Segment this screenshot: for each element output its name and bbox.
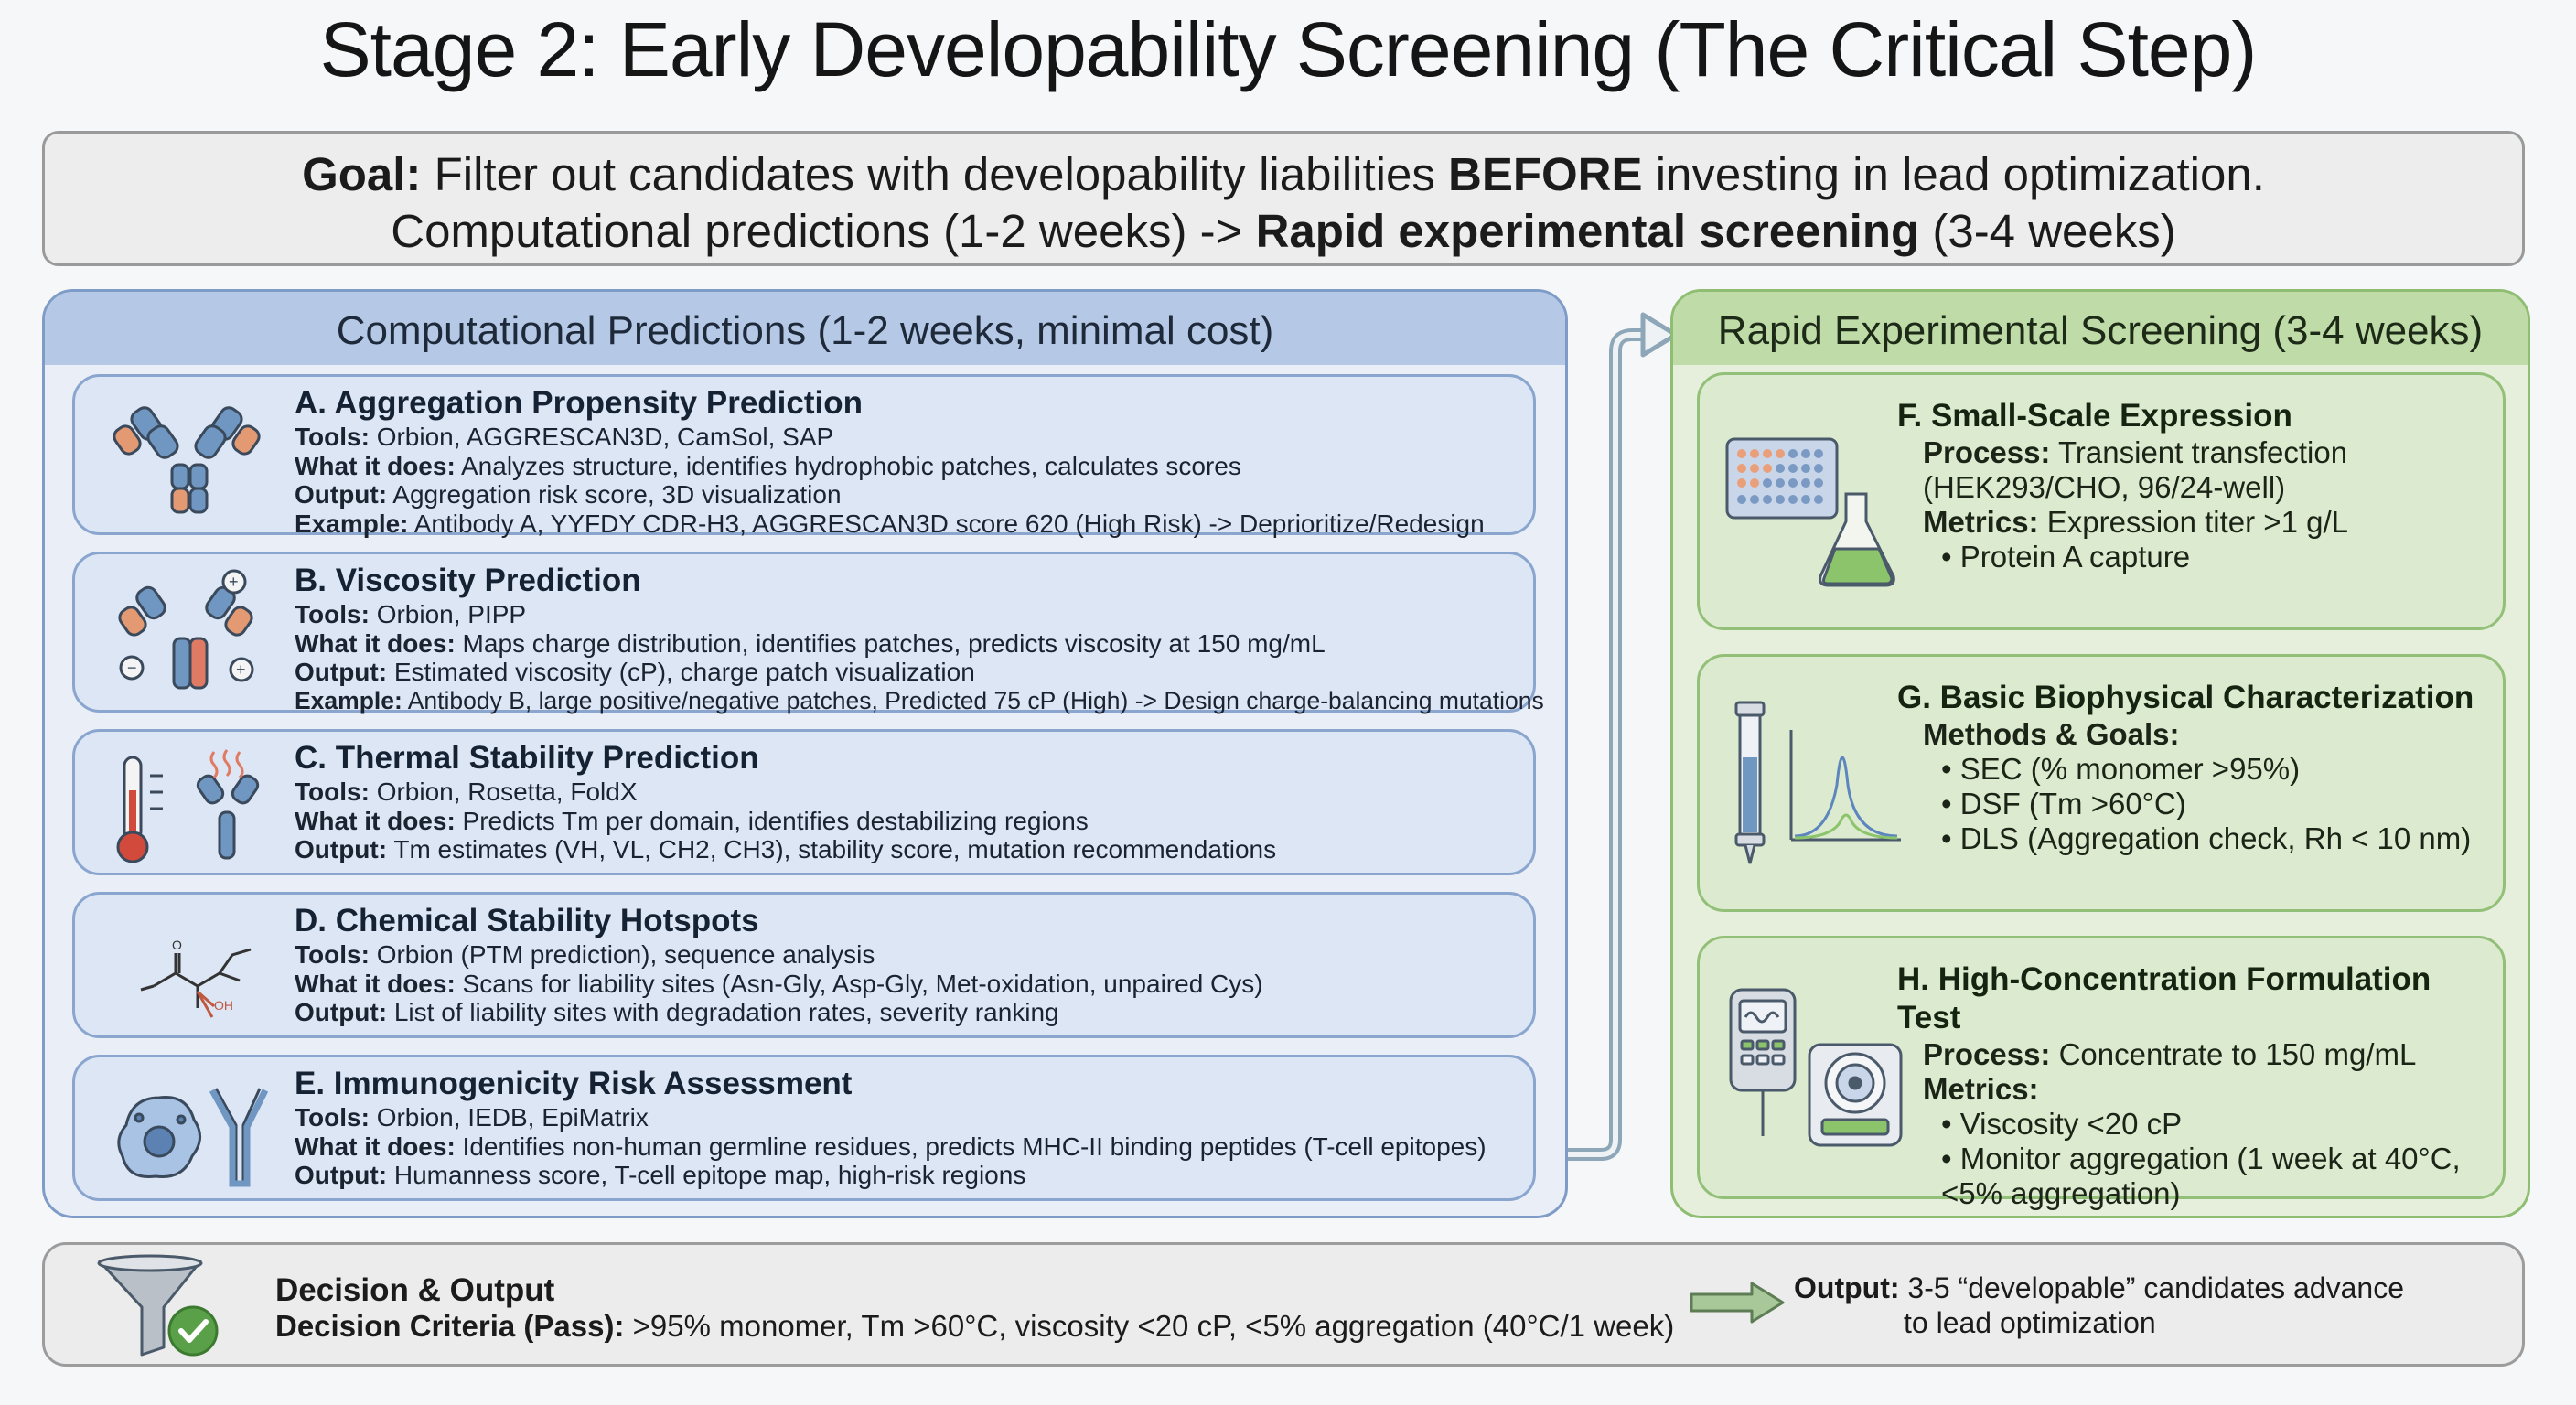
funnel-check-icon [91, 1252, 228, 1362]
card-f-metrics: Metrics: Expression titer >1 g/L [1923, 505, 2348, 539]
card-viscosity [72, 552, 1544, 714]
page-title: Stage 2: Early Developability Screening (The Critical Step) [319, 6, 2257, 92]
goal-line-1 [45, 146, 2522, 203]
card-d-what: What it does: Scans for liability sites (Asn-Gly, Asp-Gly, Met-oxidation, unpaired Cys) [295, 969, 1263, 998]
card-immunogenicity [72, 1055, 1536, 1201]
card-e-output: Output: Humanness score, T-cell epitope map, high-risk regions [295, 1161, 1026, 1189]
card-g-bullet-sec: • SEC (% monomer >95%) [1941, 752, 2301, 786]
decision-output [1794, 1271, 2404, 1340]
card-b-heading: B. Viscosity Prediction [295, 563, 641, 598]
card-e-tools: Tools: Orbion, IEDB, EpiMatrix [295, 1103, 649, 1132]
card-g-heading: G. Basic Biophysical Characterization [1897, 680, 2474, 715]
svg-text:−: − [127, 659, 137, 677]
card-a-what: What it does: Analyzes structure, identifies hydrophobic patches, calculates scores [295, 451, 1241, 480]
card-d-tools: Tools: Orbion (PTM prediction), sequence analysis [295, 940, 875, 969]
flow-arrow [1555, 302, 1683, 1171]
goal-emphasis: BEFORE [1448, 148, 1643, 200]
goal-line2-emphasis: Rapid experimental screening [1255, 205, 1920, 257]
card-h-bullet-aggregation: • Monitor aggregation (1 week at 40°C, [1941, 1142, 2461, 1175]
goal-text-c: investing in lead optimization. [1642, 148, 2265, 200]
svg-text:OH: OH [214, 998, 233, 1013]
card-b-what: What it does: Maps charge distribution, identifies patches, predicts viscosity at 150 mg/mL [295, 628, 1326, 658]
card-h-bullet-viscosity: • Viscosity <20 cP [1941, 1107, 2183, 1141]
card-biophysical [1697, 654, 2506, 912]
decision-output-line2: to lead optimization [1904, 1306, 2156, 1339]
decision-criteria: Decision Criteria (Pass): >95% monomer, Tm >60°C, viscosity <20 cP, <5% aggregation (40°C/1 week) [275, 1309, 1675, 1343]
chemical-structure-icon [99, 907, 282, 1035]
goal-line2-c: (3-4 weeks) [1919, 205, 2176, 257]
card-formulation [1697, 936, 2506, 1210]
card-g-methods: Methods & Goals: [1923, 717, 2180, 751]
goal-box [42, 131, 2525, 266]
svg-text:+: + [229, 573, 239, 591]
card-d-output: Output: List of liability sites with degradation rates, severity ranking [295, 998, 1059, 1026]
card-h-metrics: Metrics: [1923, 1072, 2039, 1106]
card-f-process-detail: (HEK293/CHO, 96/24-well) [1923, 470, 2286, 504]
column-chromatogram-icon [1718, 693, 1910, 876]
card-a-tools: Tools: Orbion, AGGRESCAN3D, CamSol, SAP [295, 423, 834, 451]
card-aggregation [72, 374, 1536, 538]
card-g-bullet-dsf: • DSF (Tm >60°C) [1941, 787, 2186, 820]
card-e-what: What it does: Identifies non-human germline residues, predicts MHC-II binding peptides (T-cell epitopes) [295, 1132, 1487, 1161]
well-plate-flask-icon [1718, 421, 1910, 604]
antibody-hydrophobic-icon [99, 390, 282, 518]
experimental-panel [1670, 289, 2530, 1218]
card-c-what: What it does: Predicts Tm per domain, identifies destabilizing regions [295, 806, 1089, 835]
immune-cell-antibody-icon [99, 1070, 282, 1198]
card-d-heading: D. Chemical Stability Hotspots [295, 903, 759, 938]
card-c-output: Output: Tm estimates (VH, VL, CH2, CH3), stability score, mutation recommendations [295, 835, 1277, 863]
card-h-heading: H. High-Concentration Formulation Test [1897, 961, 2431, 1035]
card-a-example: Example: Antibody A, YYFDY CDR-H3, AGGRESCAN3D score 620 (High Risk) -> Deprioritize/Redesign [295, 509, 1485, 538]
card-g-bullet-dls: • DLS (Aggregation check, Rh < 10 nm) [1941, 821, 2472, 855]
card-c-heading: C. Thermal Stability Prediction [295, 740, 759, 776]
experimental-header: Rapid Experimental Screening (3-4 weeks) [1673, 292, 2528, 365]
svg-text:O: O [172, 938, 182, 952]
goal-line-2 [45, 203, 2522, 260]
card-expression [1697, 372, 2506, 630]
computational-panel [42, 289, 1568, 1218]
decision-title: Decision & Output [275, 1272, 555, 1308]
goal-label: Goal: [302, 148, 422, 200]
thermometer-antibody-icon [99, 745, 282, 873]
decision-output-line1: 3-5 “developable” candidates advance [1899, 1271, 2404, 1304]
card-a-output: Output: Aggregation risk score, 3D visualization [295, 480, 842, 509]
decision-bar [42, 1242, 2525, 1367]
goal-line2-a: Computational predictions (1-2 weeks) -> [391, 205, 1256, 257]
card-f-process: Process: Transient transfection [1923, 435, 2348, 469]
antibody-charge-icon [99, 567, 282, 695]
decision-arrow-icon [1688, 1280, 1788, 1325]
svg-text:+: + [236, 660, 246, 679]
card-thermal [72, 729, 1536, 875]
card-b-example: Example: Antibody B, large positive/negative patches, Predicted 75 cP (High) -> Design charge-balancing mutations [295, 686, 1544, 714]
viscometer-centrifuge-icon [1718, 981, 1910, 1164]
card-b-tools: Tools: Orbion, PIPP [295, 600, 527, 628]
card-c-tools: Tools: Orbion, Rosetta, FoldX [295, 778, 638, 806]
card-b-output: Output: Estimated viscosity (cP), charge patch visualization [295, 658, 975, 686]
card-f-bullet: • Protein A capture [1941, 540, 2191, 574]
card-a-heading: A. Aggregation Propensity Prediction [295, 385, 863, 421]
card-chemical [72, 892, 1536, 1038]
decision-output-label: Output: [1794, 1271, 1900, 1304]
card-f-heading: F. Small-Scale Expression [1897, 398, 2292, 434]
goal-text-a: Filter out candidates with developability liabilities [421, 148, 1448, 200]
computational-header: Computational Predictions (1-2 weeks, minimal cost) [45, 292, 1565, 365]
card-e-heading: E. Immunogenicity Risk Assessment [295, 1066, 853, 1101]
card-h-bullet-aggregation-cont: <5% aggregation) [1941, 1176, 2181, 1210]
card-h-process: Process: Concentrate to 150 mg/mL [1923, 1037, 2417, 1071]
